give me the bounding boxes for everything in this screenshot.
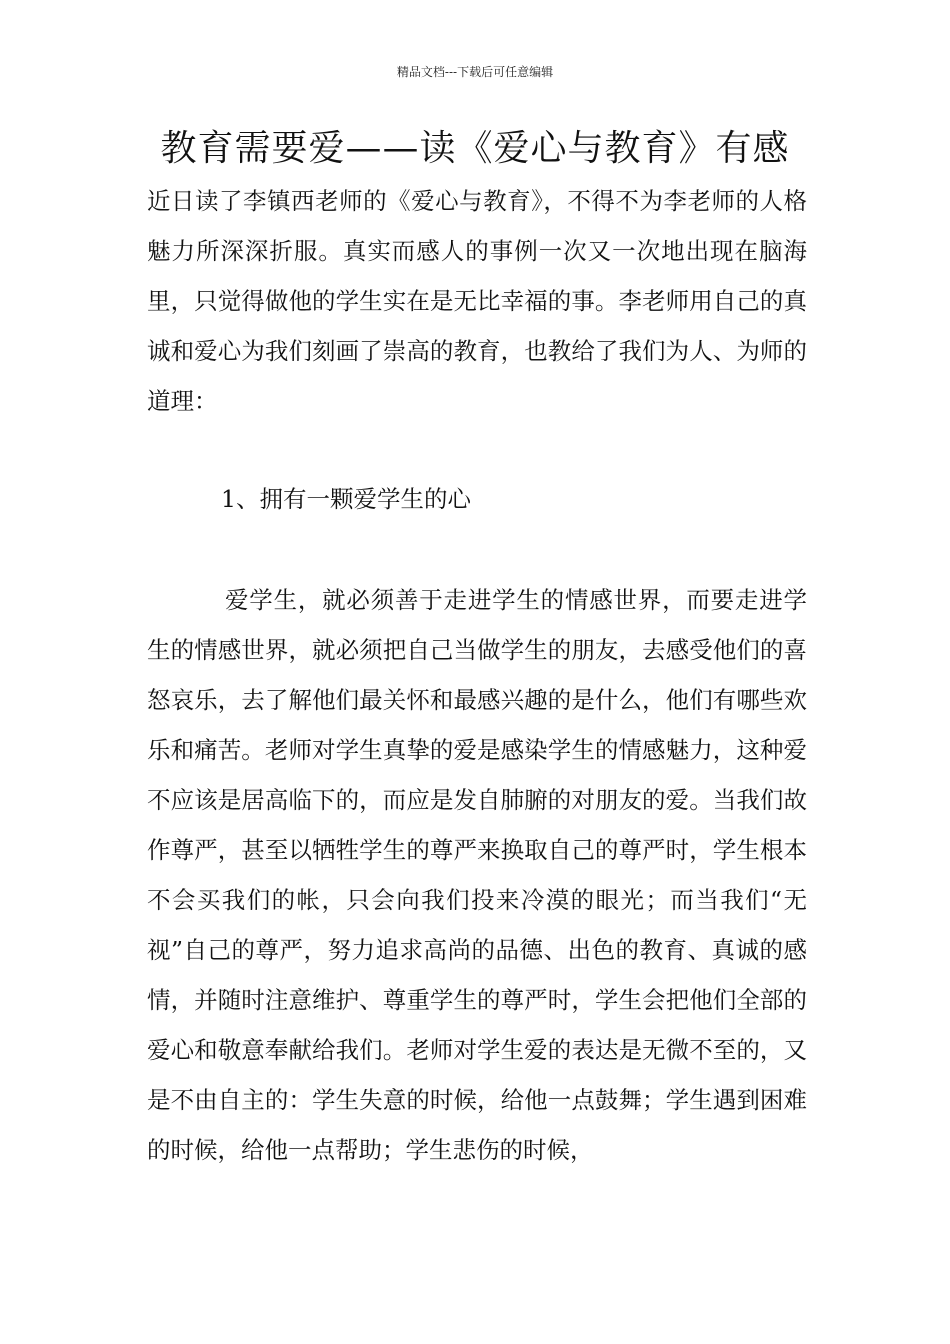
header-note: 精品文档---下载后可任意编辑 <box>396 65 554 79</box>
body-paragraph: 爱学生，就必须善于走进学生的情感世界，而要走进学生的情感世界，就必须把自己当做学生的朋友，去感受他们的喜怒哀乐，去了解他们最关怀和最感兴趣的是什么，他们有哪些欢乐和痛苦。老师对学生真挚的爱是感染学生的情感魅力，这种爱不应该是居高临下的，而应是发自肺腑的对朋友的爱。当我们故作尊严，甚至以牺牲学生的尊严来换取自己的尊严时，学生根本不会买我们的帐，只会向我们投来冷漠的眼光；而当我们“无视”自己的尊严，努力追求高尚的品德、出色的教育、真诚的感情，并随时注意维护、尊重学生的尊严时，学生会把他们全部的爱心和敬意奉献给我们。老师对学生爱的表达是无微不至的，又是不由自主的：学生失意的时候，给他一点鼓舞；学生遇到困难的时候，给他一点帮助；学生悲伤的时候， <box>147 586 807 1164</box>
section-heading: 1、拥有一颗爱学生的心 <box>221 485 471 513</box>
intro-paragraph: 近日读了李镇西老师的《爱心与教育》，不得不为李老师的人格魅力所深深折服。真实而感人的事例一次又一次地出现在脑海里，只觉得做他的学生实在是无比幸福的事。李老师用自己的真诚和爱心为我们刻画了崇高的教育，也教给了我们为人、为师的道理： <box>147 187 807 415</box>
document-title: 教育需要爱——读《爱心与教育》有感 <box>160 128 790 169</box>
